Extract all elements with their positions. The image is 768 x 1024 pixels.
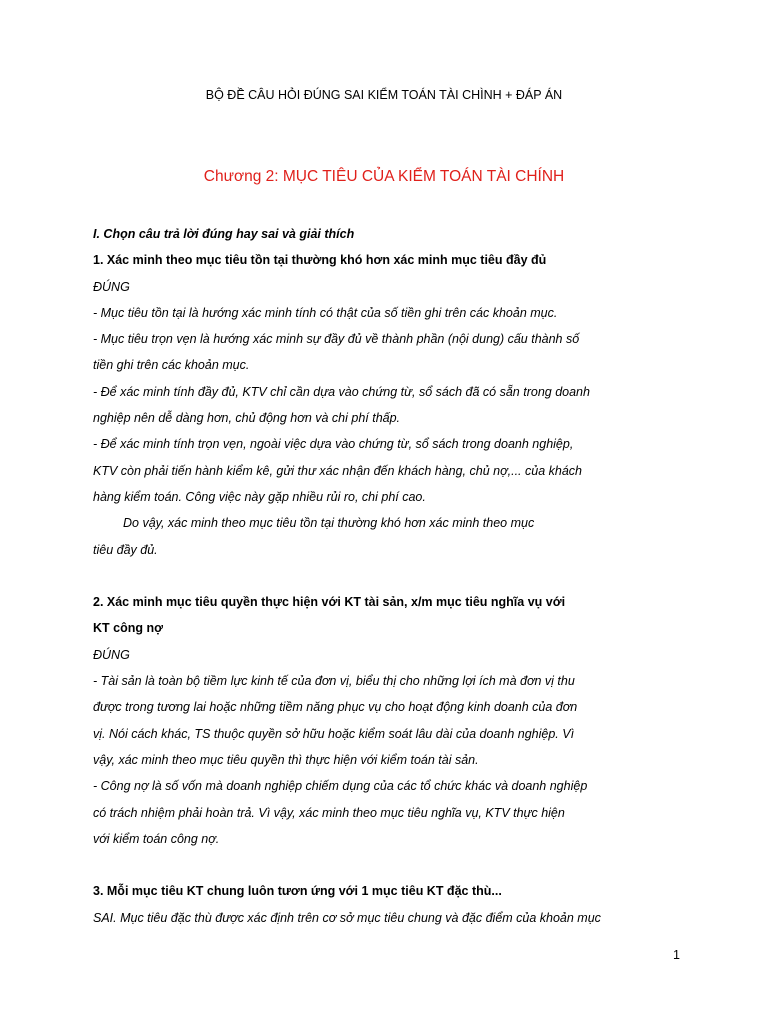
- explanation-line: tiền ghi trên các khoản mục.: [93, 358, 250, 373]
- conclusion-line: tiêu đầy đủ.: [93, 542, 158, 557]
- explanation-line: có trách nhiệm phải hoàn trả. Vì vậy, xác minh theo mục tiêu nghĩa vụ, KTV thực hiện: [93, 805, 565, 820]
- explanation-line: vậy, xác minh theo mục tiêu quyền thì thực hiện với kiểm toán tài sản.: [93, 752, 479, 767]
- explanation-line: - Công nợ là số vốn mà doanh nghiệp chiếm dụng của các tổ chức khác và doanh nghiệp: [93, 779, 588, 794]
- page-number: 1: [673, 948, 680, 962]
- question-1: 1. Xác minh theo mục tiêu tồn tại thường khó hơn xác minh mục tiêu đầy đủ: [93, 253, 547, 268]
- explanation-line: hàng kiểm toán. Công việc này gặp nhiều rủi ro, chi phí cao.: [93, 489, 426, 504]
- explanation-line: - Để xác minh tính đầy đủ, KTV chỉ cần dựa vào chứng từ, sổ sách đã có sẵn trong doanh: [93, 384, 590, 399]
- explanation-line: được trong tương lai hoặc những tiềm năng phục vụ cho hoạt động kinh doanh của đơn: [93, 700, 578, 715]
- document-title: BỘ ĐỀ CÂU HỎI ĐÚNG SAI KIỂM TOÁN TÀI CHÌNH + ĐÁP ÁN: [205, 88, 563, 102]
- question-3: 3. Mỗi mục tiêu KT chung luôn tươn ứng với 1 mục tiêu KT đặc thù...: [93, 884, 502, 899]
- explanation-line: - Mục tiêu tồn tại là hướng xác minh tính có thật của số tiền ghi trên các khoản mục.: [93, 305, 558, 320]
- section-heading: I. Chọn câu trả lời đúng hay sai và giải thích: [93, 227, 355, 241]
- paragraph-gap: [93, 852, 693, 878]
- conclusion-line: Do vậy, xác minh theo mục tiêu tồn tại thường khó hơn xác minh theo mục: [123, 516, 535, 531]
- answer-1: ĐÚNG: [93, 279, 130, 294]
- document-body: [93, 221, 693, 931]
- question-2-continued: KT công nợ: [93, 621, 163, 636]
- answer-3: SAI. Mục tiêu đặc thù được xác định trên cơ sở mục tiêu chung và đặc điểm của khoản mục: [93, 910, 601, 925]
- explanation-line: - Mục tiêu trọn vẹn là hướng xác minh sự đầy đủ về thành phần (nội dung) cấu thành số: [93, 332, 580, 347]
- explanation-line: với kiểm toán công nợ.: [93, 831, 220, 846]
- explanation-line: vị. Nói cách khác, TS thuộc quyền sở hữu hoặc kiểm soát lâu dài của doanh nghiệp. Vì: [93, 726, 575, 741]
- explanation-line: KTV còn phải tiến hành kiểm kê, gửi thư xác nhận đến khách hàng, chủ nợ,... của khách: [93, 463, 582, 478]
- explanation-line: nghiệp nên dễ dàng hơn, chủ động hơn và chi phí thấp.: [93, 411, 401, 426]
- explanation-line: - Để xác minh tính trọn vẹn, ngoài việc dựa vào chứng từ, sổ sách trong doanh nghiệp,: [93, 437, 574, 452]
- chapter-title: Chương 2: MỤC TIÊU CỦA KIỂM TOÁN TÀI CHÍNH: [203, 168, 565, 185]
- answer-2: ĐÚNG: [93, 647, 130, 662]
- question-2: 2. Xác minh mục tiêu quyền thực hiện với KT tài sản, x/m mục tiêu nghĩa vụ với: [93, 595, 566, 610]
- explanation-line: - Tài sản là toàn bộ tiềm lực kinh tế của đơn vị, biểu thị cho những lợi ích mà đơn vị thu: [93, 674, 575, 689]
- paragraph-gap: [93, 563, 693, 589]
